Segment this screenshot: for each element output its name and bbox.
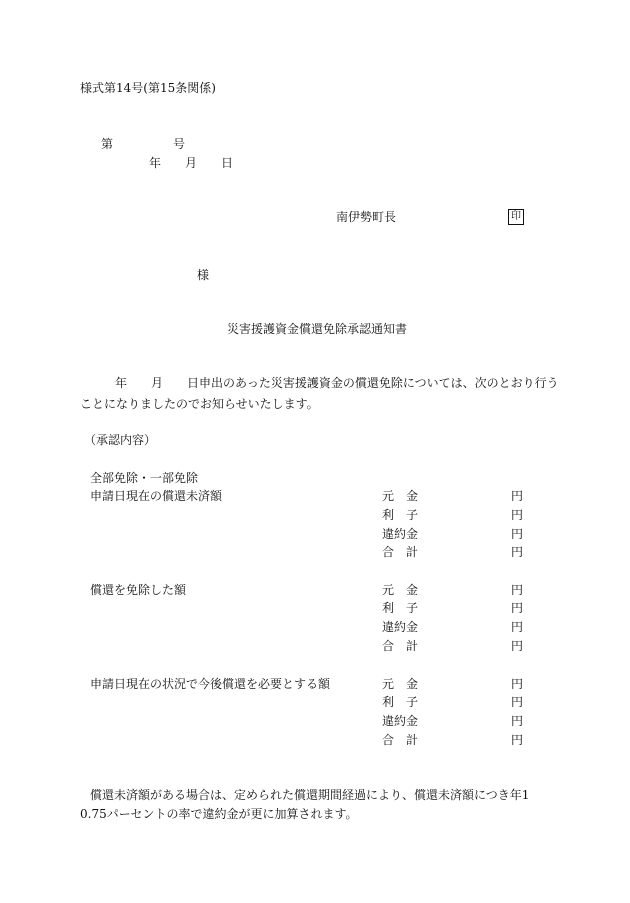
section-label: 申請日現在の状況で今後償還を必要とする額 (90, 677, 331, 691)
item-total: 合 計 (382, 545, 419, 559)
document-title: 災害援護資金償還免除承認通知書 (227, 322, 408, 336)
approval-heading: （承認内容） (84, 433, 157, 447)
unit-yen: 円 (511, 639, 524, 653)
notice-line-2: 0.75パーセントの率で違約金が更に加算されます。 (80, 807, 358, 821)
unit-yen: 円 (511, 714, 524, 728)
item-interest: 利 子 (382, 601, 419, 615)
item-principal: 元 金 (382, 489, 419, 503)
unit-yen: 円 (511, 508, 524, 522)
intro-line-1: 年 月 日申出のあった災害援護資金の償還免除については、次のとおり行う (115, 376, 559, 390)
unit-yen: 円 (511, 695, 524, 709)
item-total: 合 計 (382, 639, 419, 653)
unit-yen: 円 (511, 733, 524, 747)
date-year-label: 年 (149, 156, 162, 170)
unit-yen: 円 (511, 527, 524, 541)
section-label: 申請日現在の償還未済額 (90, 489, 223, 503)
item-interest: 利 子 (382, 508, 419, 522)
item-total: 合 計 (382, 733, 419, 747)
unit-yen: 円 (511, 601, 524, 615)
document-number-prefix: 第 (101, 137, 114, 151)
exemption-type: 全部免除・一部免除 (90, 471, 199, 485)
issuer-name: 南伊勢町長 (336, 210, 397, 224)
form-number: 様式第14号(第15条関係) (80, 81, 216, 95)
seal-mark: 印 (508, 209, 524, 225)
item-principal: 元 金 (382, 583, 419, 597)
unit-yen: 円 (511, 583, 524, 597)
addressee-suffix: 様 (197, 268, 210, 282)
intro-line-2: ことになりましたのでお知らせいたします。 (80, 397, 319, 411)
document-number-suffix: 号 (173, 137, 186, 151)
notice-line-1: 償還未済額がある場合は、定められた償還期間経過により、償還未済額につき年1 (90, 788, 530, 802)
section-label: 償還を免除した額 (90, 583, 187, 597)
unit-yen: 円 (511, 489, 524, 503)
item-principal: 元 金 (382, 677, 419, 691)
item-penalty: 違約金 (382, 714, 419, 728)
unit-yen: 円 (511, 620, 524, 634)
date-month-label: 月 (185, 156, 198, 170)
item-penalty: 違約金 (382, 620, 419, 634)
date-day-label: 日 (221, 156, 234, 170)
unit-yen: 円 (511, 545, 524, 559)
item-interest: 利 子 (382, 695, 419, 709)
unit-yen: 円 (511, 677, 524, 691)
item-penalty: 違約金 (382, 527, 419, 541)
